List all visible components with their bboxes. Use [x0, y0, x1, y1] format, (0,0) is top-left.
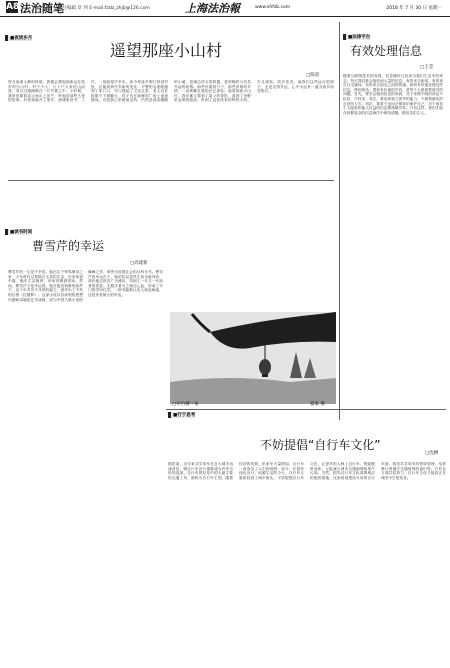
article-byline-caoxueqin: □高建新: [130, 261, 148, 266]
column-divider: [339, 22, 340, 420]
article-byline-cycling: □沈栖: [425, 451, 439, 456]
photo-caption: □亭台楼一角: [172, 402, 199, 407]
article-title-caoxueqin: 曹雪芹的幸运: [32, 239, 105, 253]
article-byline-village: □陈晨: [306, 73, 320, 78]
photo-credit: 夏家 摄: [310, 402, 325, 407]
article-body-info: 随着互联网技术的发展，信息爆炸已经成为我们生活中的常态。每天我们都会接收到大量的信息，有的来自新闻，有的来自社交媒体，有的来自朋友之间的传递。如何有效地处理这些信息，辨别真伪，提取有价值的内容，是每个人都需要面对的问题。首先，要学会甄别信息的来源，对于来路不明的消息不轻信、不转发；其次，要培养独立思考的能力，不被情绪化的言论所左右；再次，要善于运用法律知识保护自己，对于涉及个人隐私和他人权益的信息要谨慎对待。只有这样，我们才能在纷繁复杂的信息海洋中保持清醒，做信息的主人。: [343, 74, 443, 115]
article-body-cycling: 据报道，近年来共享单车在各大城市迅速普及，骑自行车出行重新成为许多市民的选择。自行车曾经是中国人最主要的交通工具，被称为自行车王国。随着经济的发展，私家车大量增加，自行车一度淡出了人们的视野。如今，在倡导绿色出行、低碳生活的今天，自行车又重新回到了城市街头。不妨提倡自行车文化，让更多的人骑上自行车，既能锻炼身体，又能减少城市交通拥堵和尾气污染。当然，倡导自行车文化需要相应的配套措施，比如规划建设专用的自行车道，规范共享单车的停放管理，培养骑行者遵守交通规则的意识等。只有各方面共同努力，自行车文化才能真正在城市中生根发芽。: [168, 462, 446, 480]
issue-date: 2018 年 7 月 30 日 星期一: [386, 6, 442, 11]
column-tag-caoxueqin: ■读书时间: [5, 229, 32, 235]
column-tag-cycling: ■行于思考: [168, 412, 195, 418]
column-tag-village: ■夜读乡月: [5, 35, 32, 41]
newspaper-logo: 上海法治報: [185, 2, 240, 15]
article-title-info: 有效处理信息: [350, 44, 423, 58]
column-tag-info: ■法律平台: [343, 34, 370, 40]
article-title-cycling: 不妨提倡“自行车文化”: [260, 438, 381, 452]
eaves-photo: [170, 312, 336, 404]
section-divider: [8, 180, 334, 181]
page-header: [0, 0, 450, 17]
article-byline-info: □王莹: [420, 65, 434, 70]
page-number-badge: A8: [6, 2, 20, 12]
website-url[interactable]: www.shfzb.com: [255, 5, 291, 10]
article-body-caoxueqin: 曹雪芹的一生是不幸的。他出生于钟鸣鼎食之家，少年时代过着锦衣玉食的生活，后来家道中落，晚年生活困顿，举家食粥酒常赊。然而，曹雪芹又是幸运的。他在极其艰难的条件下，以十年辛苦不寻常的毅力，创作出了不朽的巨著《红楼梦》。这部小说以其深刻的思想内涵和卓越的艺术成就，成为中国古典小说的巅峰之作，被誉为封建社会的百科全书。曹雪芹的幸运在于，他的作品虽然生前未能刊印，却在他去世后广为流传，得到了一代又一代读者的喜爱。无数学者为之倾注心血，形成了专门的学问红学。一部书能够让后人如此痴迷，这是作者最大的幸运。: [8, 270, 163, 302]
section-divider-lower: [166, 409, 446, 410]
article-body-village: 每当夜深人静的时候，我便会想起那座远在故乡的小山村。村子不大，几十户人家依山而建，青瓦白墙掩映在一片竹林之中。小时候，我常常跟着祖父到山上放牛，听他讲那些古老的故事。后来我离开了家乡，到城里读书、工作，一晃就是许多年。如今每逢节假日回到村里，总能看到许多新的变化：平整的水泥路通到了家门口，村口建起了文化礼堂，老人们在树荫下下棋聊天，孩子们在新修的广场上追逐嬉戏。可是我心里最惦念的，仍然是那条蜿蜒的小溪，是溪边洗衣的阿婆，是傍晚时分袅袅升起的炊烟。那些朴素的日子，那些淳厚的乡情，一直珍藏在我的记忆深处。遥望那座小山村，我仿佛又看到了祖父的背影，看到了田野里金黄的稻浪，听到了远处传来的阵阵犬吠。岁月流转，故乡依旧，而我们这些远行的游子，无论走得多远，心中永远有一盏为故乡而亮的灯。: [8, 80, 334, 103]
article-title-village: 遥望那座小山村: [110, 41, 223, 60]
editor-credits: 责任编辑 章 剑 E-mail:fzsb_zhjb@126.com: [58, 6, 150, 11]
section-title: 法治随笔: [20, 2, 64, 15]
roof-eaves-image: [170, 312, 336, 404]
